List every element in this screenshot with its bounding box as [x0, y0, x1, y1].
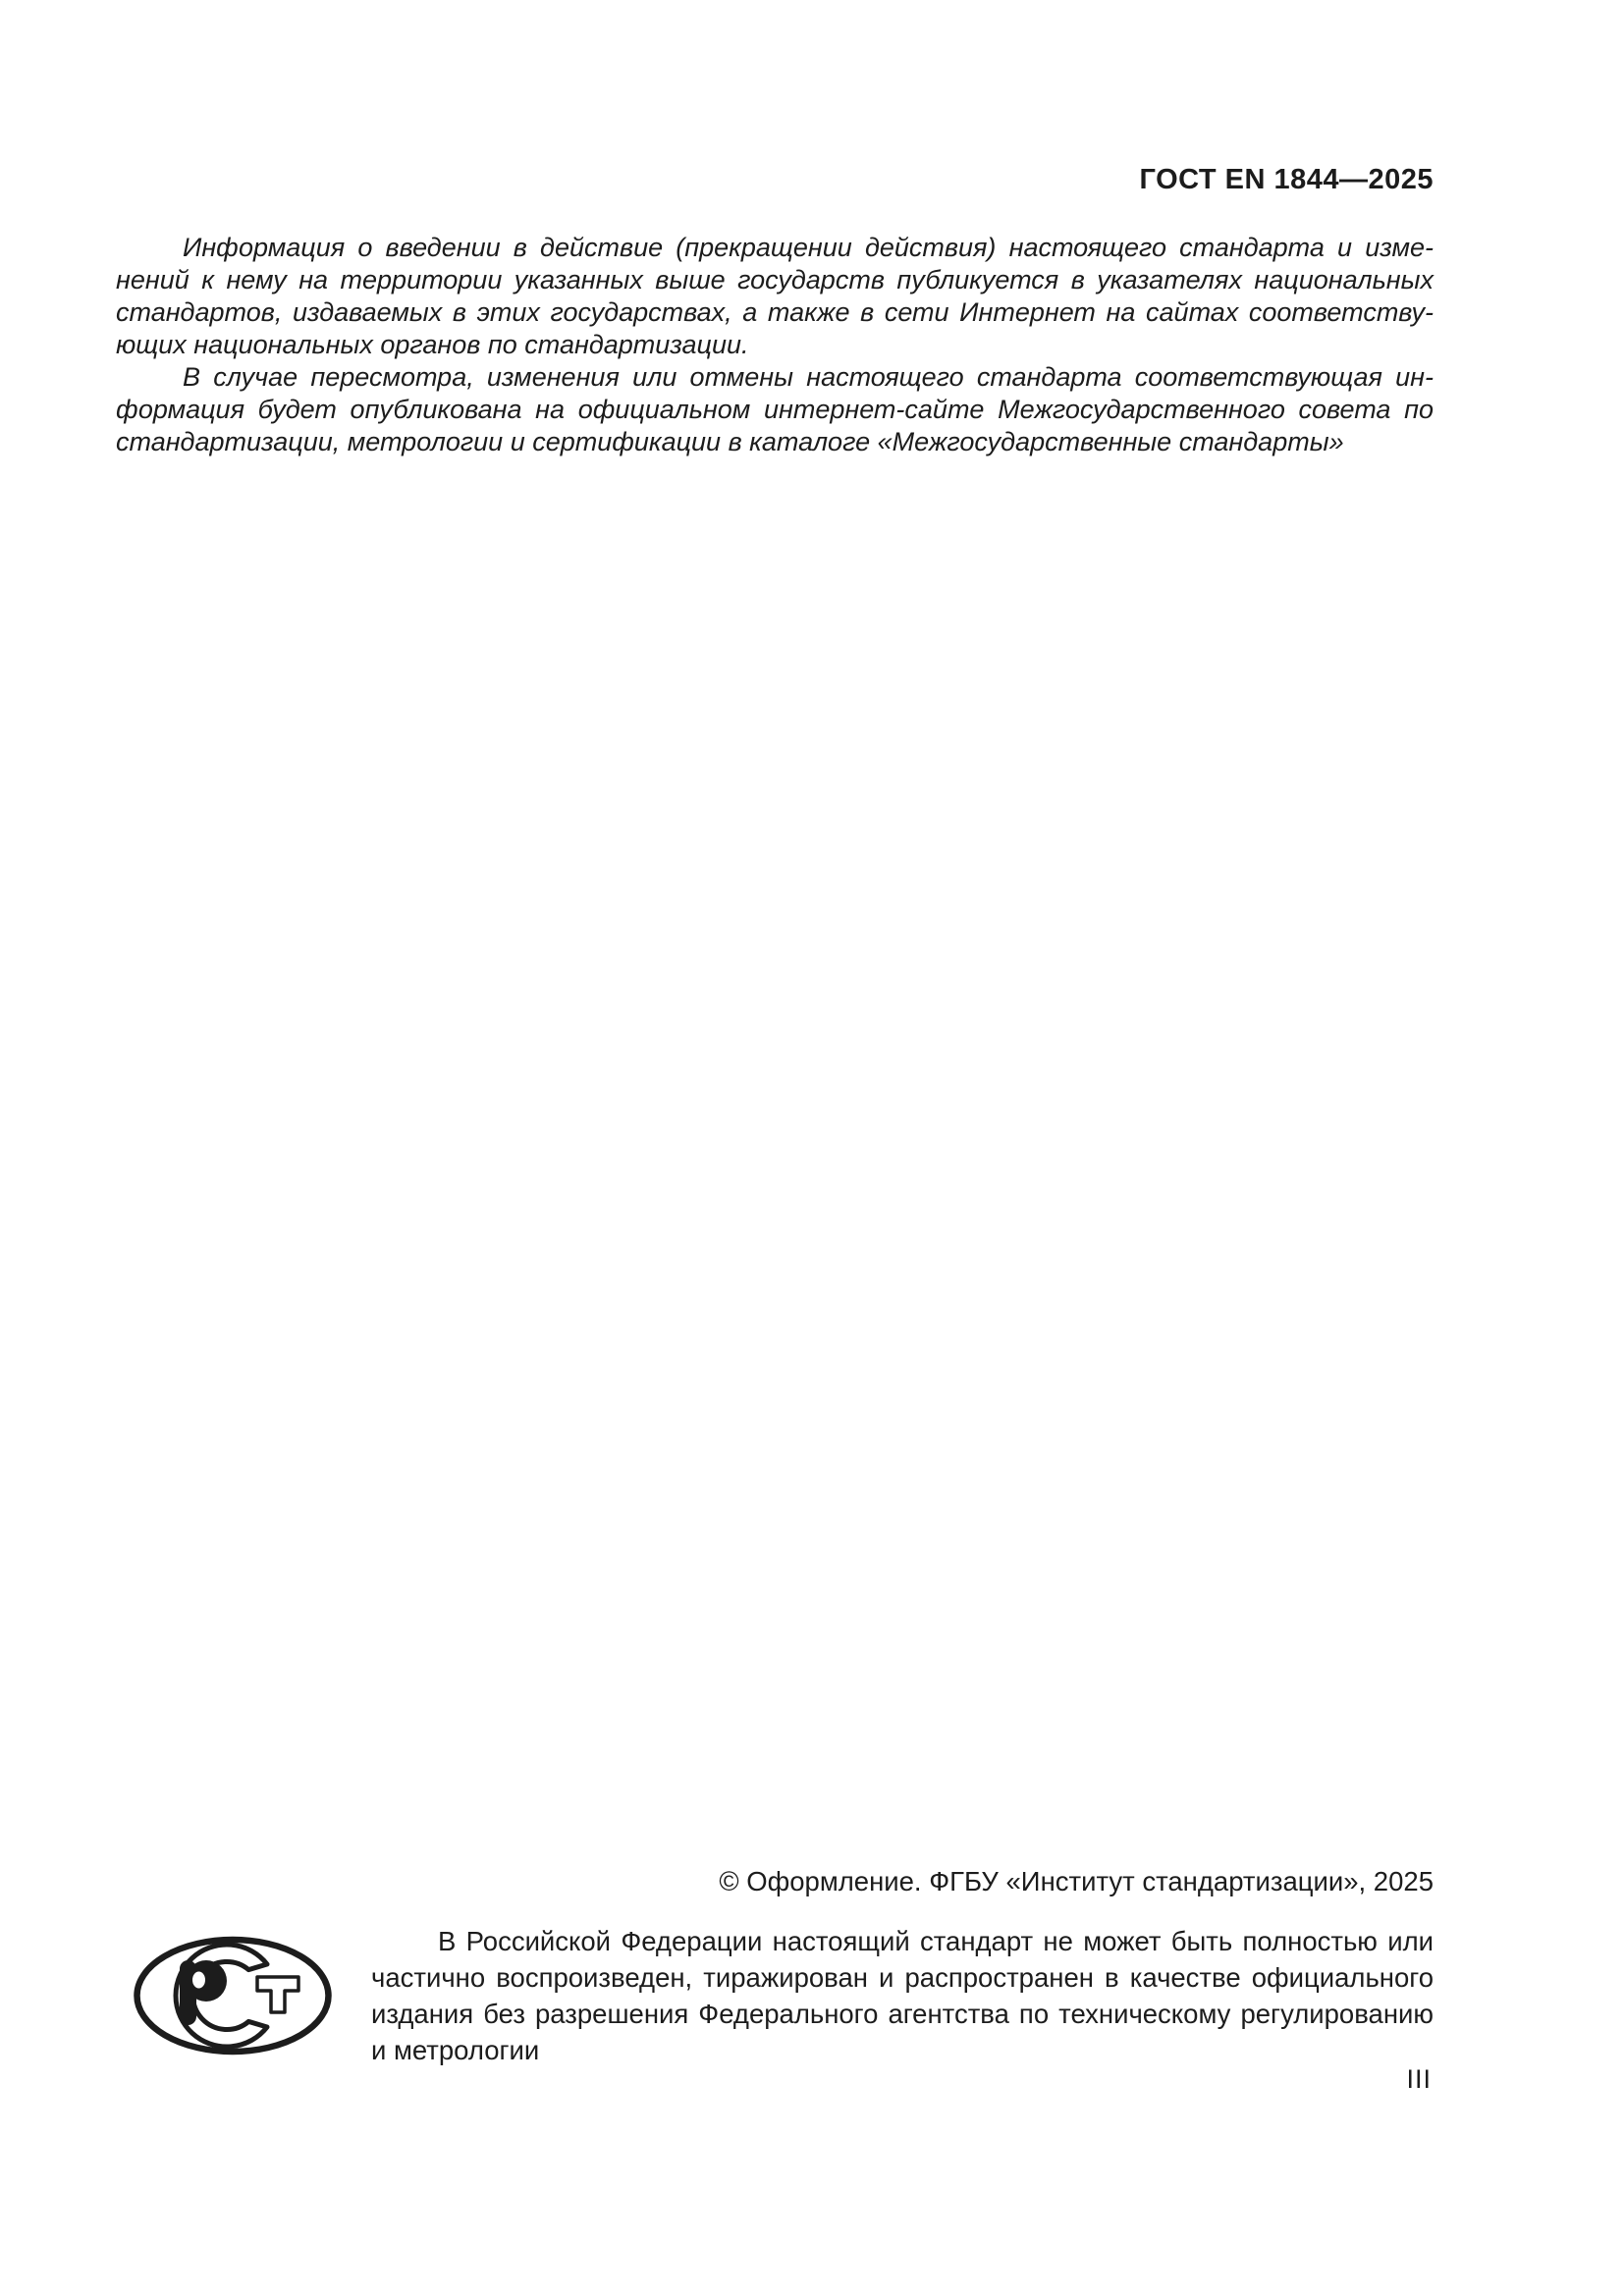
text-line: Информация о введении в действие (прекращении действия) настоящего стандарта и изме-: [183, 233, 1434, 262]
rst-logo-svg: [133, 1936, 333, 2056]
reproduction-restriction-paragraph: [371, 1923, 1434, 2068]
text-line: В Российской Федерации настоящий стандарт не может быть полностью или: [438, 1926, 1434, 1956]
text-line: формация будет опубликована на официальном интернет-сайте Межгосударственного совета по: [116, 395, 1434, 424]
text-line: нений к нему на территории указанных выше государств публикуется в указателях национальных: [116, 265, 1434, 294]
text-line: частично воспроизведен, тиражирован и распространен в качестве официального: [371, 1962, 1434, 1993]
rst-logo-icon: [133, 1936, 333, 2056]
text-line: стандартизации, метрологии и сертификации в каталоге «Межгосударственные стандарты»: [116, 427, 1344, 456]
text-line: ющих национальных органов по стандартизации.: [116, 330, 749, 359]
text-line: В случае пересмотра, изменения или отмены настоящего стандарта соответствующая ин-: [183, 362, 1434, 392]
page-number: III: [1406, 2064, 1432, 2094]
text-line: и метрологии: [371, 2035, 540, 2065]
copyright-line: © Оформление. ФГБУ «Институт стандартизации», 2025: [719, 1866, 1434, 1896]
intro-note: [116, 232, 1434, 458]
revision-paragraph: [116, 361, 1434, 458]
text-line: издания без разрешения Федерального агентства по техническому регулированию: [371, 1999, 1434, 2029]
standard-designation: ГОСТ EN 1844—2025: [1139, 164, 1434, 195]
text-line: стандартов, издаваемых в этих государствах, а также в сети Интернет на сайтах соответству-: [116, 297, 1434, 327]
availability-paragraph: [116, 232, 1434, 361]
